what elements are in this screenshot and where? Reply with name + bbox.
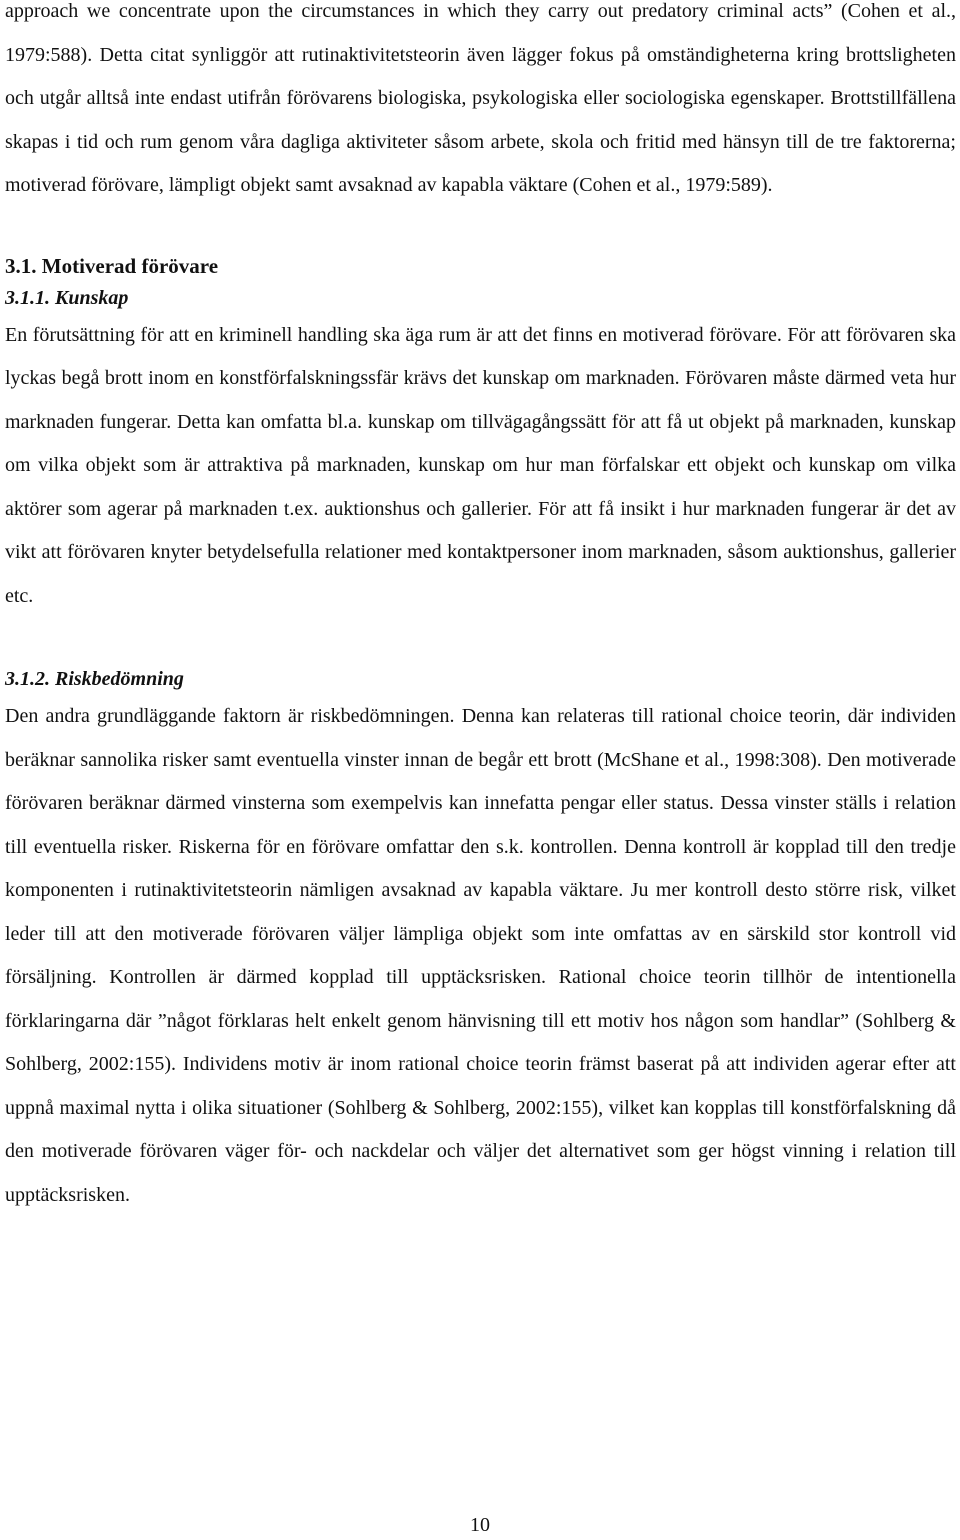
page-number: 10 bbox=[470, 1514, 490, 1536]
riskbedomning-paragraph: Den andra grundläggande faktorn är riskbedömningen. Denna kan relateras till rational choice teorin, där individen beräknar sannolika risker samt eventuella vinster innan de begår ett brott (McShane et al., 1998:308). Den motiverade förövaren beräknar därmed vinsterna som exempelvis kan innefatta pengar eller status. Dessa vinster ställs i relation till eventuella risker. Riskerna för en förövare omfattar den s.k. kontrollen. Denna kontroll är kopplad till den tredje komponenten i rutinaktivitetsteorin nämligen avsaknad av kapabla väktare. Ju mer kontroll desto större risk, vilket leder till att den motiverade förövaren väljer lämpliga objekt som inte omfattas av en särskild stor kontroll vid försäljning. Kontrollen är därmed kopplad till upptäcksrisken. Rational choice teorin tillhör de intentionella förklaringarna där ”något förklaras helt enkelt genom hänvisning till ett motiv hos någon som handlar” (Sohlberg & Sohlberg, 2002:155). Individens motiv är inom rational choice teorin främst baserat på att individen agerar efter att uppnå maximal nytta i olika situationer (Sohlberg & Sohlberg, 2002:155), vilket kan kopplas till konstförfalskning då den motiverade förövaren väger för- och nackdelar och väljer det alternativet som ger högst vinning i relation till upptäcksrisken. bbox=[5, 705, 956, 1206]
kunskap-paragraph: En förutsättning för att en kriminell handling ska äga rum är att det finns en motiverad förövare. För att förövaren ska lyckas begå brott inom en konstförfalskningssfär krävs det kunskap om marknaden. Förövaren måste därmed veta hur marknaden fungerar. Detta kan omfatta bl.a. kunskap om tillvägagångssätt för att få ut objekt på marknaden, kunskap om vilka objekt som är attraktiva på marknaden, kunskap om hur man förfalskar ett objekt och kunskap om vilka aktörer som agerar på marknaden t.ex. auktionshus och gallerier. För att få insikt i hur marknaden fungerar är det av vikt att förövaren knyter betydelsefulla relationer med kontaktpersoner inom marknaden, såsom auktionshus, gallerier etc. bbox=[5, 323, 956, 607]
subsection-heading-kunskap: 3.1.1. Kunskap bbox=[5, 286, 129, 309]
document-page bbox=[5, 0, 956, 1217]
subsection-heading-riskbedomning: 3.1.2. Riskbedömning bbox=[5, 668, 184, 690]
section-heading: 3.1. Motiverad förövare bbox=[5, 253, 219, 278]
intro-paragraph: approach we concentrate upon the circumstances in which they carry out predatory criminal acts” (Cohen et al., 1979:588). Detta citat synliggör att rutinaktivitetsteorin även lägger fokus på omständigheterna kring brottsligheten och utgår alltså inte endast utifrån förövarens biologiska, psykologiska eller sociologiska egenskaper. Brottstillfällena skapas i tid och rum genom våra dagliga aktiviteter såsom arbete, skola och fritid med hänsyn till de tre faktorerna; motiverad förövare, lämpligt objekt samt avsaknad av kapabla väktare (Cohen et al., 1979:589). bbox=[5, 0, 956, 196]
